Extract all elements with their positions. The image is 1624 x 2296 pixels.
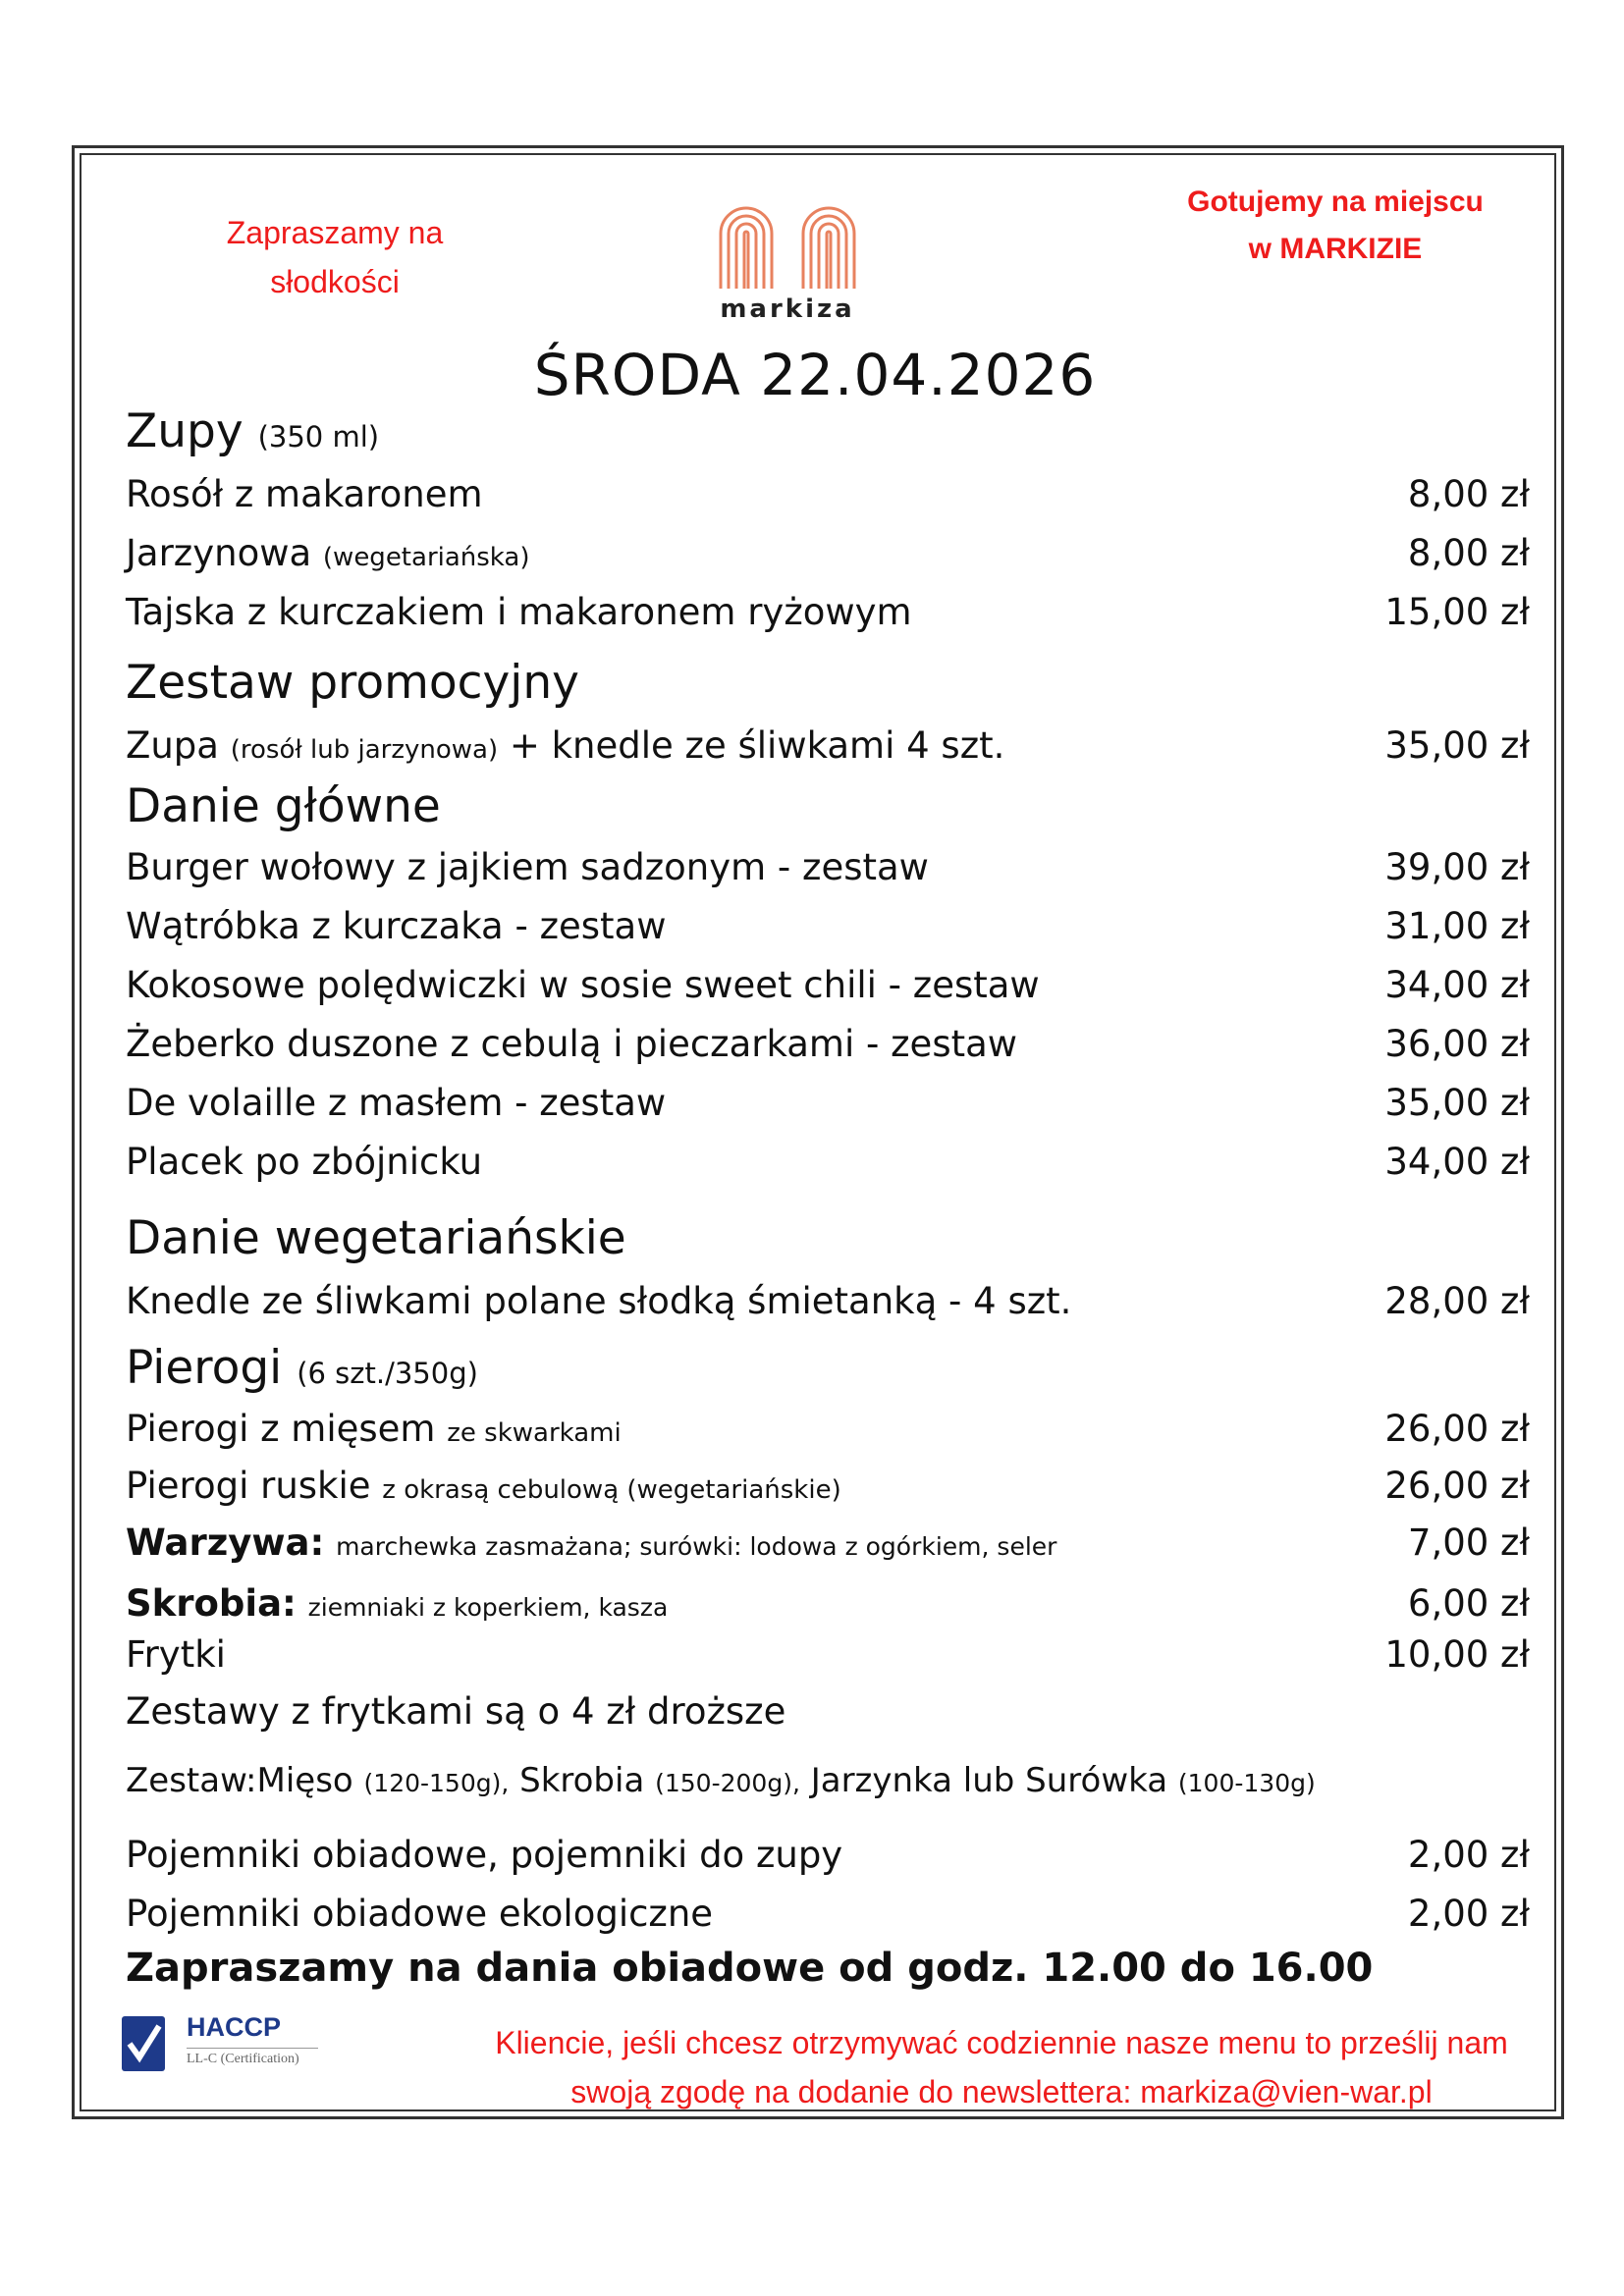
markiza-logo-icon [715, 190, 860, 293]
menu-item-skrobia: Skrobia: ziemniaki z koperkiem, kasza 6,00 zł [126, 1582, 1530, 1625]
menu-item: Żeberko duszone z cebulą i pieczarkami - zestaw 36,00 zł [126, 1023, 1530, 1065]
sweets-note: Zapraszamy na słodkości [226, 215, 444, 299]
menu-item-frytki: Frytki 10,00 zł [126, 1633, 1530, 1676]
menu-item: De volaille z masłem - zestaw 35,00 zł [126, 1082, 1530, 1124]
section-pierogi: Pierogi (6 szt./350g) [126, 1341, 478, 1395]
section-danie-glowne: Danie główne [126, 779, 441, 833]
menu-item: Jarzynowa (wegetariańska) 8,00 zł [126, 532, 1530, 574]
menu-item-pojemniki: Pojemniki obiadowe, pojemniki do zupy 2,00 zł [126, 1834, 1530, 1876]
zestaw-definition: Zestaw:Mięso (120-150g), Skrobia (150-200g), Jarzynka lub Surówka (100-130g) [126, 1761, 1316, 1800]
menu-item: Placek po zbójnicku 34,00 zł [126, 1141, 1530, 1183]
frytki-note: Zestawy z frytkami są o 4 zł droższe [126, 1690, 786, 1733]
logo-text: markiza [720, 294, 855, 324]
menu-item-warzywa: Warzywa: marchewka zasmażana; surówki: lodowa z ogórkiem, seler 7,00 zł [126, 1522, 1530, 1564]
cooking-note: Gotujemy na miejscu w MARKIZIE [1187, 186, 1484, 265]
menu-item: Burger wołowy z jajkiem sadzonym - zestaw 39,00 zł [126, 846, 1530, 888]
menu-item-pojemniki-eko: Pojemniki obiadowe ekologiczne 2,00 zł [126, 1893, 1530, 1935]
newsletter-note: Kliencie, jeśli chcesz otrzymywać codziennie nasze menu to prześlij nam swoją zgodę na dodanie do newslettera: markiza@vien-war.pl [495, 2025, 1508, 2109]
section-zupy: Zupy (350 ml) [126, 404, 380, 458]
menu-item: Pierogi z mięsem ze skwarkami 26,00 zł [126, 1408, 1530, 1450]
menu-item: Tajska z kurczakiem i makaronem ryżowym 15,00 zł [126, 591, 1530, 633]
haccp-badge: HACCP LL-C (Certification) [122, 2012, 318, 2075]
menu-item: Wątróbka z kurczaka - zestaw 31,00 zł [126, 905, 1530, 947]
menu-item: Pierogi ruskie z okrasą cebulową (wegetariańskie) 26,00 zł [126, 1465, 1530, 1507]
section-danie-wegetarianskie: Danie wegetariańskie [126, 1211, 626, 1265]
menu-item: Rosół z makaronem 8,00 zł [126, 473, 1530, 515]
section-zestaw-promocyjny: Zestaw promocyjny [126, 656, 579, 710]
menu-item: Kokosowe polędwiczki w sosie sweet chili - zestaw 34,00 zł [126, 964, 1530, 1006]
checkmark-icon [122, 2016, 165, 2071]
page-title: ŚRODA 22.04.2026 [533, 342, 1097, 408]
menu-item: Zupa (rosół lub jarzynowa) + knedle ze śliwkami 4 szt. 35,00 zł [126, 724, 1530, 767]
opening-hours: Zapraszamy na dania obiadowe od godz. 12.00 do 16.00 [126, 1946, 1374, 1991]
menu-item: Knedle ze śliwkami polane słodką śmietanką - 4 szt. 28,00 zł [126, 1280, 1530, 1322]
